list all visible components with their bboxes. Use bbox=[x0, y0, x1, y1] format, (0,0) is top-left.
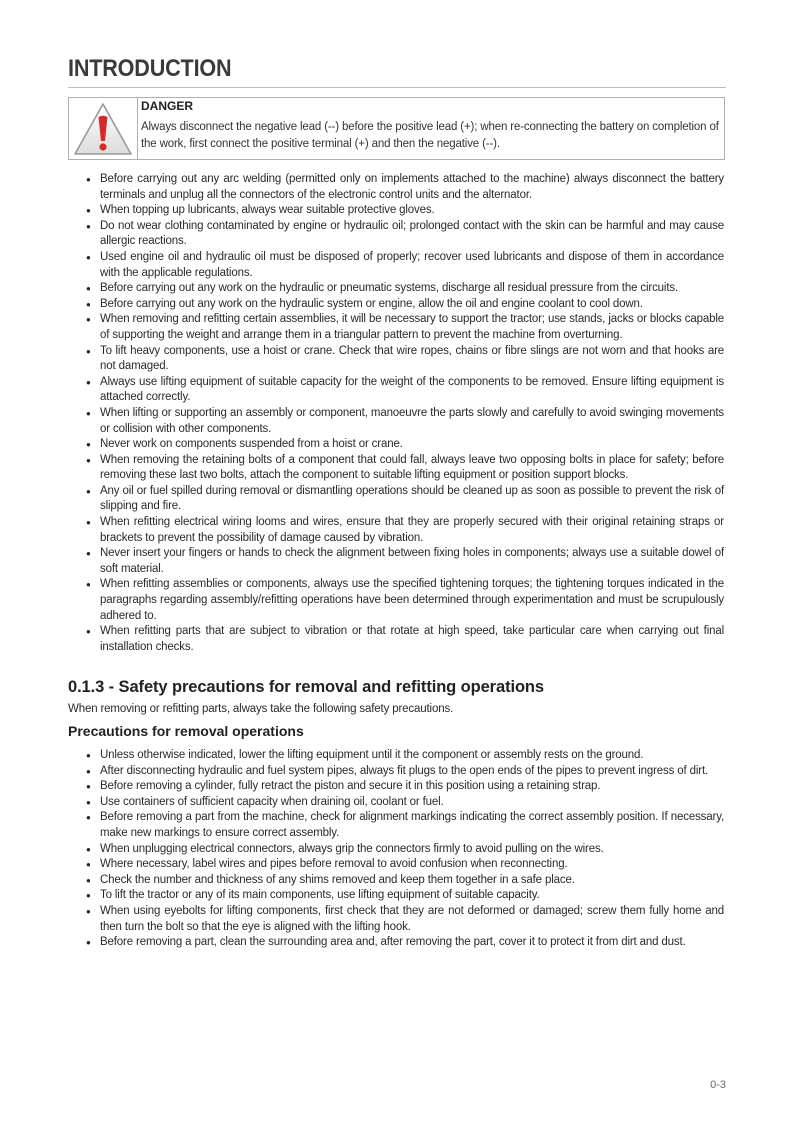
section-heading: 0.1.3 - Safety precautions for removal and refitting operations bbox=[68, 678, 544, 696]
list-item: ● When lifting or supporting an assembly or component, manoeuvre the parts slowly and carefully to avoid swinging movements or collision with other components. bbox=[86, 406, 724, 437]
sub-heading: Precautions for removal operations bbox=[68, 723, 304, 739]
list-item: ● Do not wear clothing contaminated by engine or hydraulic oil; prolonged contact with the skin can be harmful and may cause allergic reactions. bbox=[86, 219, 724, 250]
list-item: ● Before carrying out any arc welding (permitted only on implements attached to the machine) always disconnect the battery terminals and unplug all the connectors of the electronic control units and the alternator. bbox=[86, 172, 724, 203]
list-item: ● After disconnecting hydraulic and fuel system pipes, always fit plugs to the open ends of the pipes to prevent ingress of dirt. bbox=[86, 764, 724, 780]
list-item: ● Check the number and thickness of any shims removed and keep them together in a safe place. bbox=[86, 873, 724, 889]
title-divider bbox=[68, 87, 726, 88]
danger-text: Always disconnect the negative lead (--) before the positive lead (+); when re-connecting the battery on completion of the work, first connect the positive terminal (+) and then the negative (--). bbox=[141, 121, 719, 150]
list-item: ● When refitting electrical wiring looms and wires, ensure that they are properly secured with their original retaining straps or brackets to prevent the possibility of damage caused by vibration. bbox=[86, 515, 724, 546]
list-item: ● Used engine oil and hydraulic oil must be disposed of properly; recover used lubricants and dispose of them in accordance with the applicable regulations. bbox=[86, 250, 724, 281]
list-item: ● Before removing a cylinder, fully retract the piston and secure it in this position using a retaining strap. bbox=[86, 779, 724, 795]
danger-heading: DANGER bbox=[141, 99, 194, 113]
list-item: ● To lift heavy components, use a hoist or crane. Check that wire ropes, chains or fibre slings are not worn and that hooks are not damaged. bbox=[86, 344, 724, 375]
warning-triangle-icon bbox=[72, 101, 134, 157]
list-item: ● Use containers of sufficient capacity when draining oil, coolant or fuel. bbox=[86, 795, 724, 811]
page-title: INTRODUCTION bbox=[68, 55, 232, 82]
list-item: ● When refitting parts that are subject to vibration or that rotate at high speed, take particular care when carrying out final installation checks. bbox=[86, 624, 724, 655]
list-item: ● When unplugging electrical connectors, always grip the connectors firmly to avoid pulling on the wires. bbox=[86, 842, 724, 858]
list-item: ● Before removing a part, clean the surrounding area and, after removing the part, cover it to protect it from dirt and dust. bbox=[86, 935, 724, 951]
list-item: ● Unless otherwise indicated, lower the lifting equipment until it the component or assembly rests on the ground. bbox=[86, 748, 724, 764]
list-item: ● When refitting assemblies or components, always use the specified tightening torques; the tightening torques indicated in the paragraphs regarding assembly/refitting operations have been determined through experimentation and must be scrupulously adhered to. bbox=[86, 577, 724, 624]
safety-list bbox=[86, 172, 724, 655]
list-item: ● When using eyebolts for lifting components, first check that they are not deformed or damaged; screw them fully home and then turn the bolt so that the eye is aligned with the lifting hook. bbox=[86, 904, 724, 935]
danger-text-cell bbox=[138, 98, 724, 159]
removal-precautions-list bbox=[86, 748, 724, 951]
list-item: ● Before carrying out any work on the hydraulic or pneumatic systems, discharge all residual pressure from the circuits. bbox=[86, 281, 724, 297]
danger-icon-cell bbox=[69, 98, 138, 159]
list-item: ● Always use lifting equipment of suitable capacity for the weight of the components to be removed. Ensure lifting equipment is attached correctly. bbox=[86, 375, 724, 406]
page-number: 0-3 bbox=[710, 1079, 726, 1091]
list-item: ● Never insert your fingers or hands to check the alignment between fixing holes in components; always use a suitable dowel of soft material. bbox=[86, 546, 724, 577]
danger-callout bbox=[68, 97, 725, 160]
list-item: ● To lift the tractor or any of its main components, use lifting equipment of suitable capacity. bbox=[86, 888, 724, 904]
list-item: ● Before removing a part from the machine, check for alignment markings indicating the correct assembly position. If necessary, make new markings to ensure correct assembly. bbox=[86, 810, 724, 841]
list-item: ● When removing and refitting certain assemblies, it will be necessary to support the tractor; use stands, jacks or blocks capable of supporting the weight and arrange them in a triangular pattern to prevent the machine from overturning. bbox=[86, 312, 724, 343]
list-item: ● Before carrying out any work on the hydraulic system or engine, allow the oil and engine coolant to cool down. bbox=[86, 297, 724, 313]
list-item: ● Any oil or fuel spilled during removal or dismantling operations should be cleaned up as soon as possible to prevent the risk of slipping and fire. bbox=[86, 484, 724, 515]
list-item: ● When topping up lubricants, always wear suitable protective gloves. bbox=[86, 203, 724, 219]
list-item: ● Never work on components suspended from a hoist or crane. bbox=[86, 437, 724, 453]
section-intro: When removing or refitting parts, always take the following safety precautions. bbox=[68, 703, 454, 715]
list-item: ● Where necessary, label wires and pipes before removal to avoid confusion when reconnecting. bbox=[86, 857, 724, 873]
list-item: ● When removing the retaining bolts of a component that could fall, always leave two opposing bolts in place for safety; before removing these last two bolts, attach the component to suitable lifting equipment or position support blocks. bbox=[86, 453, 724, 484]
